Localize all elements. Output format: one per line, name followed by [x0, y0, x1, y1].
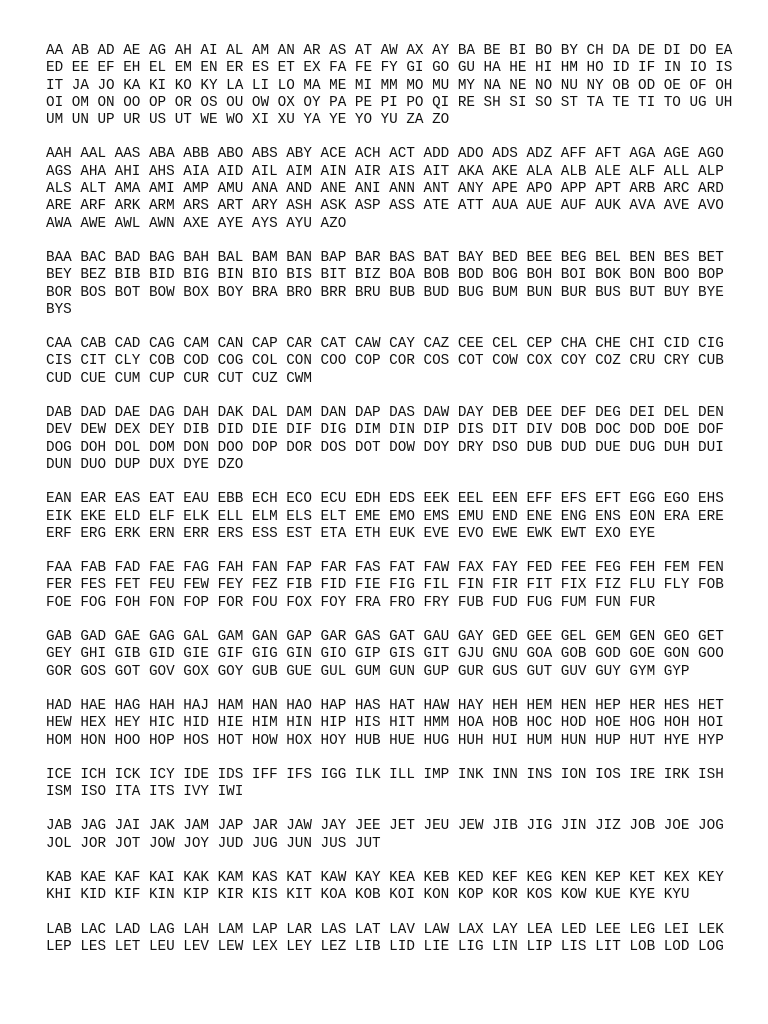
- word-line: JOL JOR JOT JOW JOY JUD JUG JUN JUS JUT: [46, 835, 381, 852]
- word-line: JAB JAG JAI JAK JAM JAP JAR JAW JAY JEE JET JEU JEW JIB JIG JIN JIZ JOB JOE JOG: [46, 818, 724, 835]
- word-line: KAB KAE KAF KAI KAK KAM KAS KAT KAW KAY KEA KEB KED KEF KEG KEN KEP KET KEX KEY: [46, 869, 724, 886]
- word-line: BAA BAC BAD BAG BAH BAL BAM BAN BAP BAR BAS BAT BAY BED BEE BEG BEL BEN BES BET: [46, 249, 724, 266]
- word-line: ARE ARF ARK ARM ARS ART ARY ASH ASK ASP ASS ATE ATT AUA AUE AUF AUK AVA AVE AVO: [46, 198, 724, 215]
- word-line: ERF ERG ERK ERN ERR ERS ESS EST ETA ETH EUK EVE EVO EWE EWK EWT EXO EYE: [46, 525, 656, 542]
- word-line: HOM HON HOO HOP HOS HOT HOW HOX HOY HUB HUE HUG HUH HUI HUM HUN HUP HUT HYE HYP: [46, 732, 724, 749]
- word-line: DOG DOH DOL DOM DON DOO DOP DOR DOS DOT DOW DOY DRY DSO DUB DUD DUE DUG DUH DUI: [46, 439, 724, 456]
- word-line: ICE ICH ICK ICY IDE IDS IFF IFS IGG ILK ILL IMP INK INN INS ION IOS IRE IRK ISH: [46, 766, 724, 783]
- word-line: KHI KID KIF KIN KIP KIR KIS KIT KOA KOB KOI KON KOP KOR KOS KOW KUE KYE KYU: [46, 887, 690, 904]
- word-line: FOE FOG FOH FON FOP FOR FOU FOX FOY FRA FRO FRY FUB FUD FUG FUM FUN FUR: [46, 594, 656, 611]
- word-line: FAA FAB FAD FAE FAG FAH FAN FAP FAR FAS FAT FAW FAX FAY FED FEE FEG FEH FEM FEN: [46, 560, 724, 577]
- word-block-a: [46, 146, 726, 232]
- word-line: CAA CAB CAD CAG CAM CAN CAP CAR CAT CAW CAY CAZ CEE CEL CEP CHA CHE CHI CID CIG: [46, 336, 724, 353]
- word-line: HEW HEX HEY HIC HID HIE HIM HIN HIP HIS HIT HMM HOA HOB HOC HOD HOE HOG HOH HOI: [46, 715, 724, 732]
- word-line: DUN DUO DUP DUX DYE DZO: [46, 456, 244, 473]
- word-line: DEV DEW DEX DEY DIB DID DIE DIF DIG DIM DIN DIP DIS DIT DIV DOB DOC DOD DOE DOF: [46, 422, 724, 439]
- word-line: DAB DAD DAE DAG DAH DAK DAL DAM DAN DAP DAS DAW DAY DEB DEE DEF DEG DEI DEL DEN: [46, 405, 724, 422]
- word-block-two-letter: [46, 43, 733, 129]
- word-line: EAN EAR EAS EAT EAU EBB ECH ECO ECU EDH EDS EEK EEL EEN EFF EFS EFT EGG EGO EHS: [46, 491, 724, 508]
- word-line: OI OM ON OO OP OR OS OU OW OX OY PA PE PI PO QI RE SH SI SO ST TA TE TI TO UG UH: [46, 94, 733, 111]
- word-line: ALS ALT AMA AMI AMP AMU ANA AND ANE ANI ANN ANT ANY APE APO APP APT ARB ARC ARD: [46, 181, 724, 198]
- word-line: AWA AWE AWL AWN AXE AYE AYS AYU AZO: [46, 215, 347, 232]
- word-line: FER FES FET FEU FEW FEY FEZ FIB FID FIE FIG FIL FIN FIR FIT FIX FIZ FLU FLY FOB: [46, 577, 724, 594]
- word-line: BEY BEZ BIB BID BIG BIN BIO BIS BIT BIZ BOA BOB BOD BOG BOH BOI BOK BON BOO BOP: [46, 267, 724, 284]
- word-line: IT JA JO KA KI KO KY LA LI LO MA ME MI MM MO MU MY NA NE NO NU NY OB OD OE OF OH: [46, 77, 733, 94]
- word-line: HAD HAE HAG HAH HAJ HAM HAN HAO HAP HAS HAT HAW HAY HEH HEM HEN HEP HER HES HET: [46, 697, 724, 714]
- word-line: GAB GAD GAE GAG GAL GAM GAN GAP GAR GAS GAT GAU GAY GED GEE GEL GEM GEN GEO GET: [46, 629, 724, 646]
- word-block-g: [46, 629, 726, 681]
- word-block-i: [46, 767, 726, 802]
- word-block-k: [46, 870, 726, 905]
- word-line: AA AB AD AE AG AH AI AL AM AN AR AS AT AW AX AY BA BE BI BO BY CH DA DE DI DO EA: [46, 43, 733, 59]
- word-line: ED EE EF EH EL EM EN ER ES ET EX FA FE FY GI GO GU HA HE HI HM HO ID IF IN IO IS: [46, 60, 733, 77]
- word-line: GOR GOS GOT GOV GOX GOY GUB GUE GUL GUM GUN GUP GUR GUS GUT GUV GUY GYM GYP: [46, 663, 690, 680]
- word-block-f: [46, 560, 726, 612]
- word-line: UM UN UP UR US UT WE WO XI XU YA YE YO YU ZA ZO: [46, 112, 450, 129]
- word-line: CIS CIT CLY COB COD COG COL CON COO COP COR COS COT COW COX COY COZ CRU CRY CUB: [46, 353, 724, 370]
- word-block-d: [46, 405, 726, 474]
- word-block-e: [46, 491, 726, 543]
- word-line: GEY GHI GIB GID GIE GIF GIG GIN GIO GIP GIS GIT GJU GNU GOA GOB GOD GOE GON GOO: [46, 646, 724, 663]
- word-block-j: [46, 818, 726, 853]
- word-list-page: [46, 43, 733, 973]
- word-line: BYS: [46, 301, 72, 318]
- word-line: AGS AHA AHI AHS AIA AID AIL AIM AIN AIR AIS AIT AKA AKE ALA ALB ALE ALF ALL ALP: [46, 163, 724, 180]
- word-block-c: [46, 336, 726, 388]
- word-block-b: [46, 250, 726, 319]
- word-line: AAH AAL AAS ABA ABB ABO ABS ABY ACE ACH ACT ADD ADO ADS ADZ AFF AFT AGA AGE AGO: [46, 146, 724, 163]
- word-line: LAB LAC LAD LAG LAH LAM LAP LAR LAS LAT LAV LAW LAX LAY LEA LED LEE LEG LEI LEK: [46, 921, 724, 938]
- word-block-l: [46, 922, 726, 957]
- word-line: ISM ISO ITA ITS IVY IWI: [46, 784, 244, 801]
- word-line: CUD CUE CUM CUP CUR CUT CUZ CWM: [46, 370, 312, 387]
- word-line: EIK EKE ELD ELF ELK ELL ELM ELS ELT EME EMO EMS EMU END ENE ENG ENS EON ERA ERE: [46, 508, 724, 525]
- word-line: BOR BOS BOT BOW BOX BOY BRA BRO BRR BRU BUB BUD BUG BUM BUN BUR BUS BUT BUY BYE: [46, 284, 724, 301]
- word-line: LEP LES LET LEU LEV LEW LEX LEY LEZ LIB LID LIE LIG LIN LIP LIS LIT LOB LOD LOG: [46, 938, 724, 955]
- word-block-h: [46, 698, 726, 750]
